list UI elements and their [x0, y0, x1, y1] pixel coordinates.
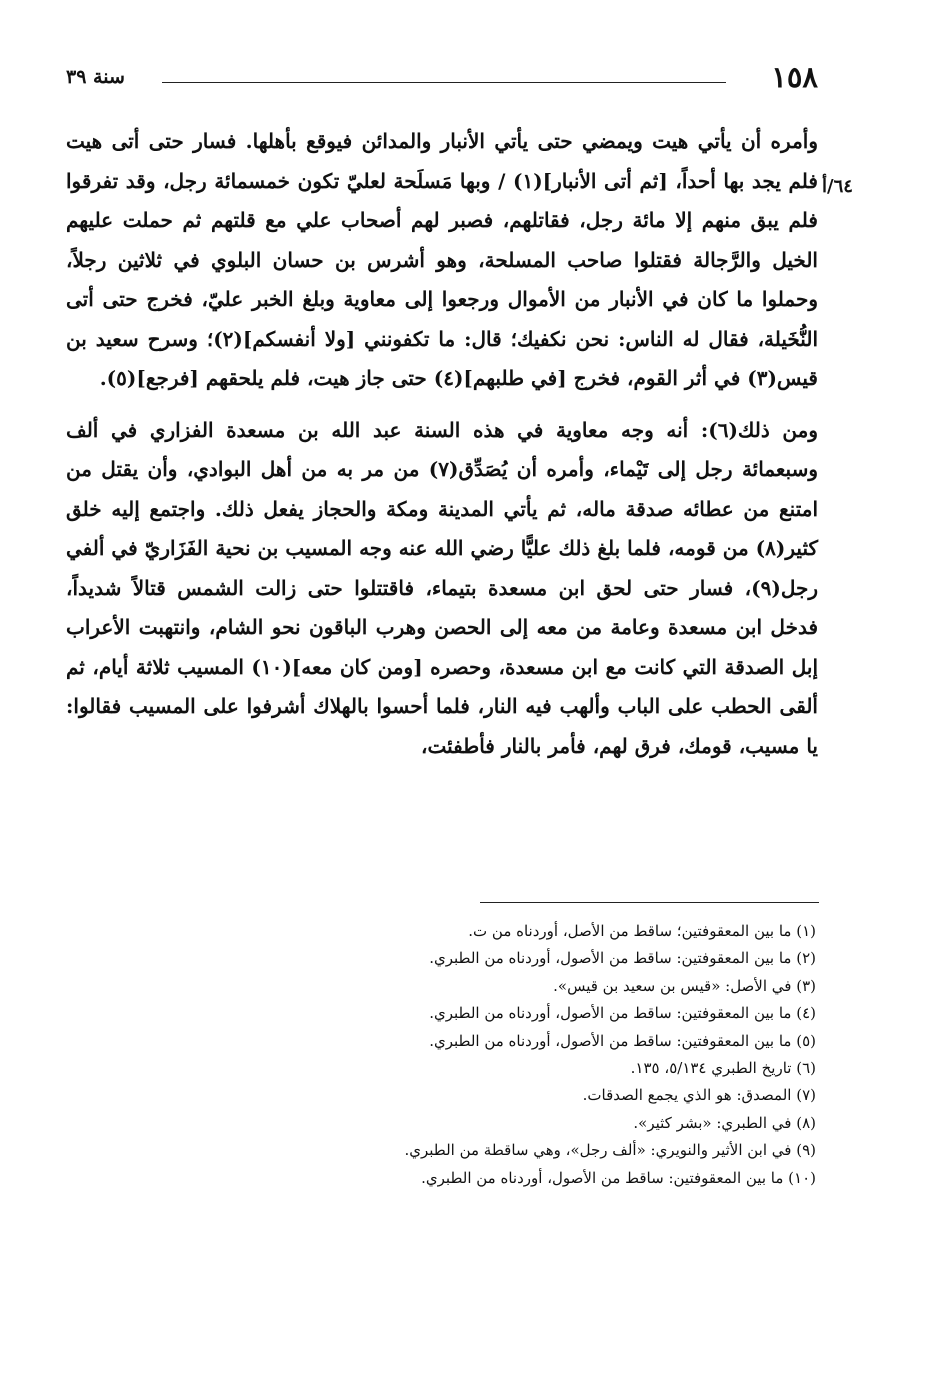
paragraph-2: ومن ذلك(٦): أنه وجه معاوية في هذه السنة عبد الله بن مسعدة الفزاري في ألف وسبعمائة رجل إلى تَيْماء، وأمره أن يُصَدِّق(٧) من مر به من أهل البوادي، وأن يقتل من امتنع من عطائه صدقة ماله، ثم يأتي المدينة ومكة والحجاز يفعل ذلك. واجتمع إليه خلق كثير(٨) من قومه، فلما بلغ ذلك عليًّا رضي الله عنه وجه المسيب بن نحية الفَزَاريّ في ألفي رجل(٩)، فسار حتى لحق ابن مسعدة بتيماء، فاقتتلوا حتى زالت الشمس قتالاً شديداً، فدخل ابن مسعدة وعامة من معه إلى الحصن وهرب الباقون نحو الشام، وانتهبت الأعراب إبل الصدقة التي كانت مع ابن مسعدة، وحصره [ومن كان معه](١٠) المسيب ثلاثة أيام، ثم ألقى الحطب على الباب وألهب فيه النار، فلما أحسوا بالهلاك أشرفوا على المسيب فقالوا: يا مسيب، قومك، فرق لهم، فأمر بالنار فأطفئت،	[66, 417, 819, 758]
page-header	[66, 60, 818, 100]
footnote-4: (٤) ما بين المعقوفتين: ساقط من الأصول، أوردناه من الطبري.	[429, 1004, 816, 1023]
footnote-5: (٥) ما بين المعقوفتين: ساقط من الأصول، أوردناه من الطبري.	[429, 1031, 816, 1050]
main-text	[66, 122, 818, 766]
footnote-10: (١٠) ما بين المعقوفتين: ساقط من الأصول، أوردناه من الطبري.	[421, 1168, 816, 1187]
footnote-7: (٧) المصدق: هو الذي يجمع الصدقات.	[582, 1086, 816, 1105]
header-rule	[162, 82, 726, 83]
footnote-1: (١) ما بين المعقوفتين؛ ساقط من الأصل، أوردناه من ت.	[468, 922, 816, 940]
manuscript-folio-mark: ٦٤/أ	[822, 176, 853, 197]
paragraph-1: وأمره أن يأتي هيت ويمضي حتى يأتي الأنبار والمدائن فيوقع بأهلها. فسار حتى أتى هيت فلم يجد بها أحداً، [ثم أتى الأنبار](١) / وبها مَسلَحة لعليّ تكون خمسمائة رجل، وقد تفرقوا فلم يبق منهم إلا مائة رجل، فقاتلهم، فصبر لهم أصحاب علي مع قلتهم ثم حملت عليهم الخيل والرَّجالة فقتلوا صاحب المسلحة، وهو أشرس بن حسان البلوي في ثلاثين رجلاً، وحملوا ما كان في الأنبار من الأموال ورجعوا إلى معاوية وبلغ الخبر عليّ، فخرج حتى أتى النُّخَيلة، فقال له الناس: نحن نكفيك؛ قال: ما تكفونني [ولا أنفسكم](٢)؛ وسرح سعيد بن قيس(٣) في أثر القوم، فخرج [في طلبهم](٤) حتى جاز هيت، فلم يلحقهم [فرجع](٥).	[66, 129, 818, 390]
footnote-8: (٨) في الطبري: «بشر كثير».	[633, 1113, 816, 1132]
year-label: سنة ٣٩	[66, 66, 125, 88]
footnote-6: (٦) تاريخ الطبري ٥/١٣٤، ١٣٥.	[630, 1059, 816, 1078]
footnote-9: (٩) في ابن الأثير والنويري: «ألف رجل»، وهي ساقطة من الطبري.	[404, 1141, 816, 1160]
footnotes	[66, 918, 816, 1192]
page-number: ١٥٨	[771, 60, 818, 94]
footnote-3: (٣) في الأصل: «قيس بن سعيد بن قيس».	[553, 976, 816, 995]
footnote-separator	[480, 902, 819, 903]
footnote-2: (٢) ما بين المعقوفتين: ساقط من الأصول، أوردناه من الطبري.	[429, 949, 816, 968]
